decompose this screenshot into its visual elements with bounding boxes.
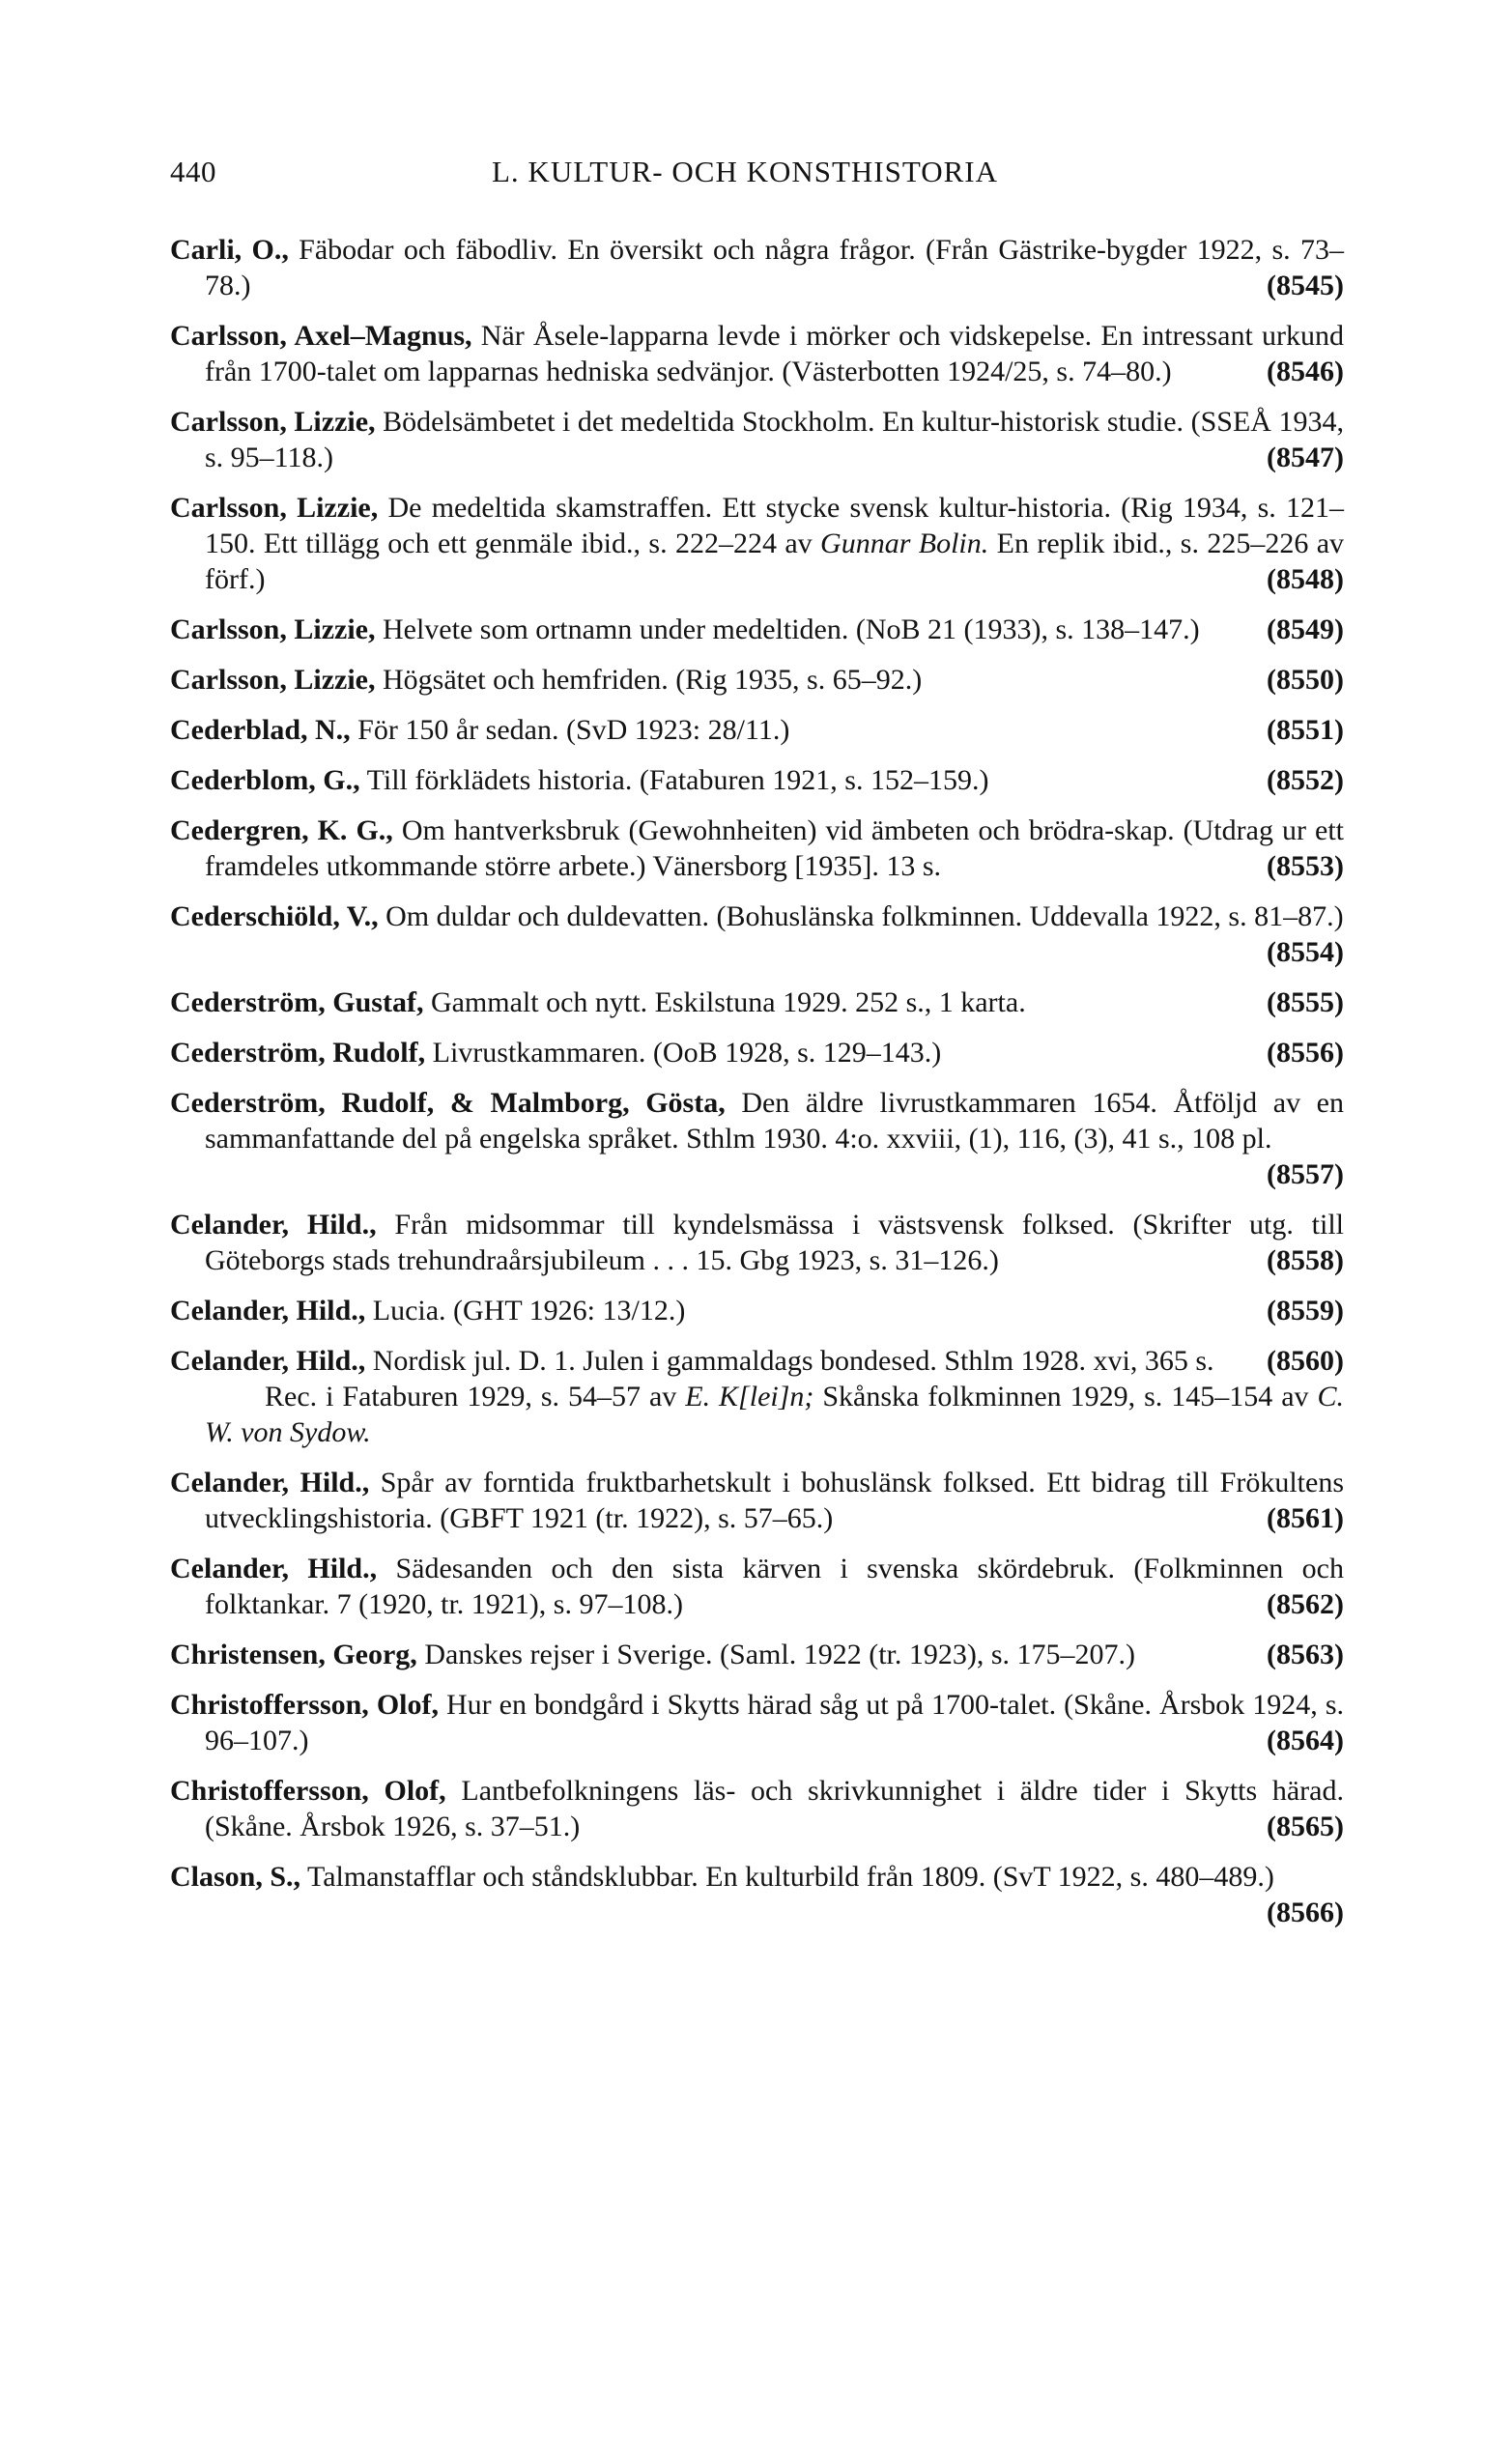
entry-text: Till förklädets historia. (Fataburen 1921, s. 152–159.) [366,764,989,796]
entry-number: (8548) [1267,563,1344,595]
list-item [170,1343,1344,1450]
entry-number: (8557) [1267,1158,1344,1190]
list-item [170,1637,1344,1672]
list-item [170,813,1344,884]
entry-author: Clason, S., [170,1861,301,1893]
entry-author: Cederblom, G., [170,764,360,796]
entry-text: Fäbodar och fäbodliv. En översikt och några frågor. (Från Gästrike-bygder 1922, s. 73–78.) [205,234,1344,301]
entry-author: Cederström, Rudolf, & Malmborg, Gösta, [170,1087,726,1119]
list-item [170,1035,1344,1070]
entry-number: (8551) [1267,714,1344,746]
entry-author: Celander, Hild., [170,1345,366,1377]
entry-text: Nordisk jul. D. 1. Julen i gammaldags bondesed. Sthlm 1928. xvi, 365 s. [372,1345,1214,1377]
entry-author: Christoffersson, Olof, [170,1689,439,1721]
review-text: Skånska folkminnen 1929, s. 145–154 av [822,1381,1309,1412]
entry-text: Sädesanden och den sista kärven i svenska skördebruk. (Folkminnen och folktankar. 7 (1920, tr. 1921), s. 97–108.) [205,1553,1344,1620]
entry-number: (8562) [1267,1588,1344,1620]
list-item [170,1207,1344,1278]
entry-text: Livrustkammaren. (OoB 1928, s. 129–143.) [432,1037,942,1069]
entry-number: (8545) [1267,270,1344,301]
entry-author: Carlsson, Lizzie, [170,492,379,524]
entry-text-italic: Gunnar Bolin. [820,528,989,559]
entry-text: Danskes rejser i Sverige. (Saml. 1922 (tr. 1923), s. 175–207.) [424,1639,1136,1670]
entry-number: (8546) [1267,356,1344,387]
entry-author: Christensen, Georg, [170,1639,417,1670]
entry-number: (8556) [1267,1037,1344,1069]
entry-text: Om duldar och duldevatten. (Bohuslänska folkminnen. Uddevalla 1922, s. 81–87.) [385,900,1344,932]
entry-author: Carlsson, Lizzie, [170,406,376,438]
entry-number: (8565) [1267,1811,1344,1842]
entry-text: Spår av forntida fruktbarhetskult i bohuslänsk folksed. Ett bidrag till Frökultens utvecklingshistoria. (GBFT 1921 (tr. 1922), s. 57–65.) [205,1467,1344,1534]
review-text: Rec. i Fataburen 1929, s. 54–57 av [265,1381,677,1412]
entry-author: Celander, Hild., [170,1209,377,1241]
list-item [170,1293,1344,1328]
list-item [170,490,1344,597]
list-item [170,662,1344,698]
entry-author: Celander, Hild., [170,1295,366,1326]
entry-text: Om hantverksbruk (Gewohnheiten) vid ämbeten och brödra-skap. (Utdrag ur ett framdeles utkommande större arbete.) Vänersborg [1935]. 13 s. [205,814,1344,882]
entry-author: Cederschiöld, V., [170,900,379,932]
entry-text: Talmanstafflar och ståndsklubbar. En kulturbild från 1809. (SvT 1922, s. 480–489.) [307,1861,1274,1893]
review-author: E. K[lei]n; [685,1381,814,1412]
entry-text: En replik ibid., s. 225–226 av förf.) [205,528,1345,595]
entry-number: (8566) [1267,1897,1344,1928]
entry-author: Celander, Hild., [170,1553,378,1584]
entry-number: (8555) [1267,986,1344,1018]
entry-text: De medeltida skamstraffen. Ett stycke svensk kultur-historia. (Rig 1934, s. 121–150. Ett tillägg och ett genmäle ibid., s. 222–224 av [205,492,1344,559]
entry-author: Celander, Hild., [170,1467,370,1498]
entry-number: (8561) [1267,1502,1344,1534]
list-item [170,404,1344,475]
running-title: L. KULTUR- OCH KONSTHISTORIA [492,155,999,188]
entry-text: Bödelsämbetet i det medeltida Stockholm. En kultur-historisk studie. (SSEÅ 1934, s. 95–118.) [205,406,1345,473]
entry-text: Den äldre livrustkammaren 1654. Åtföljd av en sammanfattande del på engelska språket. Sthlm 1930. 4:o. xxviii, (1), 116, (3), 41 s., 108 pl. [205,1087,1344,1155]
entry-author: Cederström, Rudolf, [170,1037,426,1069]
entry-number: (8560) [1267,1345,1344,1377]
entry-author: Carlsson, Lizzie, [170,664,376,696]
list-item [170,232,1344,303]
entry-text: Högsätet och hemfriden. (Rig 1935, s. 65–92.) [382,664,923,696]
entry-text: Hur en bondgård i Skytts härad såg ut på 1700-talet. (Skåne. Årsbok 1924, s. 96–107.) [205,1689,1344,1756]
review-author: C. W. von Sydow. [205,1381,1345,1448]
list-item [170,898,1344,970]
entry-number: (8558) [1267,1244,1344,1276]
entry-number: (8554) [1267,936,1344,968]
list-item [170,1859,1344,1930]
list-item [170,1773,1344,1844]
list-item [170,612,1344,647]
list-item [170,1551,1344,1622]
review-note [205,1379,1344,1450]
entry-text: Helvete som ortnamn under medeltiden. (NoB 21 (1933), s. 138–147.) [382,613,1200,645]
entry-text: Från midsommar till kyndelsmässa i västsvensk folksed. (Skrifter utg. till Göteborgs stads trehundraårsjubileum . . . 15. Gbg 1923, s. 31–126.) [205,1209,1344,1276]
entry-text: För 150 år sedan. (SvD 1923: 28/11.) [357,714,790,746]
list-item [170,984,1344,1020]
list-item [170,1687,1344,1758]
entry-author: Christoffersson, Olof, [170,1775,446,1807]
entry-author: Cederström, Gustaf, [170,986,424,1018]
entry-text: Lucia. (GHT 1926: 13/12.) [372,1295,686,1326]
entry-number: (8550) [1267,664,1344,696]
list-item [170,712,1344,748]
entry-number: (8552) [1267,764,1344,796]
page-number: 440 [170,155,216,188]
list-item [170,1085,1344,1192]
entry-number: (8553) [1267,850,1344,882]
entry-author: Carlsson, Axel–Magnus, [170,320,472,352]
entry-number: (8547) [1267,442,1344,473]
entry-author: Carli, O., [170,234,289,266]
entry-list [170,232,1344,1945]
entry-text: Gammalt och nytt. Eskilstuna 1929. 252 s., 1 karta. [430,986,1026,1018]
entry-author: Cedergren, K. G., [170,814,393,846]
entry-number: (8563) [1267,1639,1344,1670]
page-header [170,155,1344,197]
entry-text: Lantbefolkningens läs- och skrivkunnighet i äldre tider i Skytts härad. (Skåne. Årsbok 1926, s. 37–51.) [205,1775,1344,1842]
entry-number: (8564) [1267,1725,1344,1756]
entry-number: (8559) [1267,1295,1344,1326]
entry-number: (8549) [1267,613,1344,645]
entry-text: När Åsele-lapparna levde i mörker och vidskepelse. En intressant urkund från 1700-talet om lapparnas hedniska sedvänjor. (Västerbotten 1924/25, s. 74–80.) [205,320,1345,387]
list-item [170,762,1344,798]
entry-author: Cederblad, N., [170,714,351,746]
entry-author: Carlsson, Lizzie, [170,613,376,645]
list-item [170,318,1344,389]
list-item [170,1465,1344,1536]
